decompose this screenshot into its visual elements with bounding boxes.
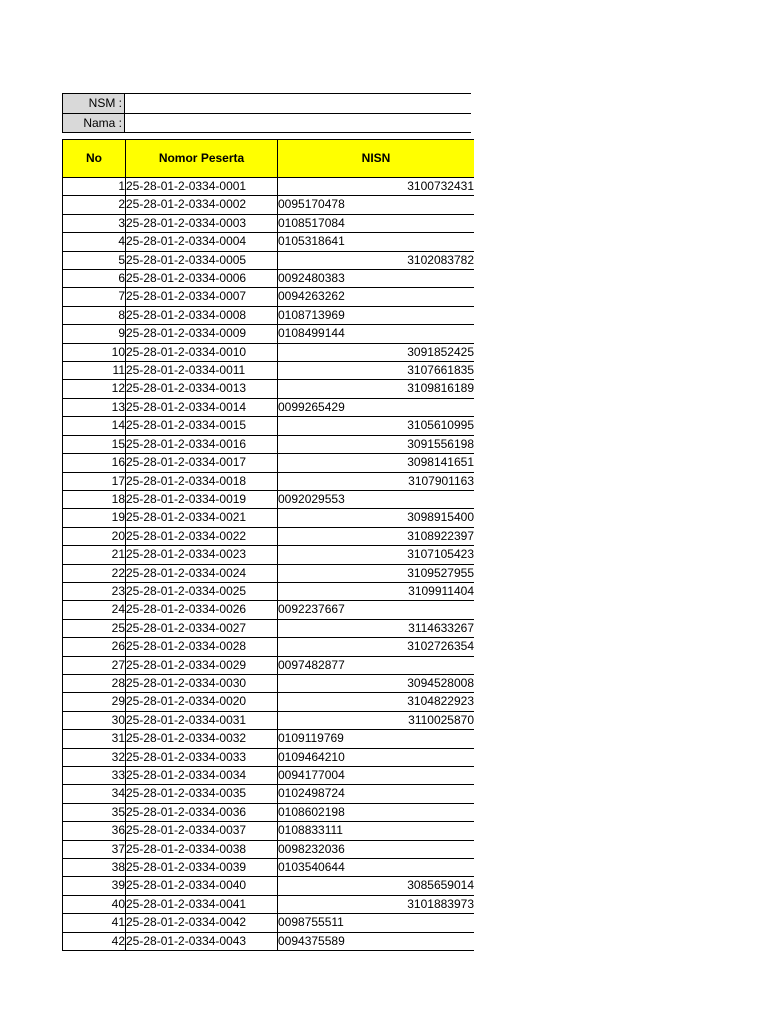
cell-nisn[interactable]: 0092237667 <box>278 601 475 619</box>
cell-nisn[interactable]: 3107901163 <box>278 472 475 490</box>
cell-nomor-peserta[interactable]: 25-28-01-2-0334-0041 <box>126 895 278 913</box>
nama-value[interactable] <box>125 113 472 133</box>
cell-nomor-peserta[interactable]: 25-28-01-2-0334-0011 <box>126 362 278 380</box>
cell-no[interactable]: 38 <box>63 859 126 877</box>
table-row <box>63 527 475 545</box>
cell-nisn[interactable]: 0108602198 <box>278 803 475 821</box>
cell-no[interactable]: 39 <box>63 877 126 895</box>
cell-nomor-peserta[interactable]: 25-28-01-2-0334-0026 <box>126 601 278 619</box>
cell-no[interactable]: 36 <box>63 822 126 840</box>
cell-no[interactable]: 9 <box>63 325 126 343</box>
cell-nomor-peserta[interactable]: 25-28-01-2-0334-0023 <box>126 546 278 564</box>
cell-nisn[interactable]: 0108833111 <box>278 822 475 840</box>
cell-no[interactable]: 8 <box>63 306 126 324</box>
cell-no[interactable]: 14 <box>63 417 126 435</box>
table-body <box>63 178 475 951</box>
cell-nomor-peserta[interactable]: 25-28-01-2-0334-0005 <box>126 251 278 269</box>
cell-nomor-peserta[interactable]: 25-28-01-2-0334-0030 <box>126 674 278 692</box>
cell-nisn[interactable]: 0099265429 <box>278 398 475 416</box>
nsm-row <box>63 94 472 114</box>
table-row <box>63 343 475 361</box>
cell-no[interactable]: 22 <box>63 564 126 582</box>
cell-nomor-peserta[interactable]: 25-28-01-2-0334-0018 <box>126 472 278 490</box>
cell-nomor-peserta[interactable]: 25-28-01-2-0334-0029 <box>126 656 278 674</box>
cell-nisn[interactable]: 0109119769 <box>278 730 475 748</box>
table-header-row <box>63 140 475 178</box>
table-row <box>63 656 475 674</box>
table-row <box>63 877 475 895</box>
table-row <box>63 803 475 821</box>
table-row <box>63 454 475 472</box>
cell-nomor-peserta[interactable]: 25-28-01-2-0334-0017 <box>126 454 278 472</box>
cell-nomor-peserta[interactable]: 25-28-01-2-0334-0024 <box>126 564 278 582</box>
table-row <box>63 288 475 306</box>
cell-no[interactable]: 18 <box>63 490 126 508</box>
cell-nomor-peserta[interactable]: 25-28-01-2-0334-0031 <box>126 711 278 729</box>
cell-no[interactable]: 27 <box>63 656 126 674</box>
cell-no[interactable]: 35 <box>63 803 126 821</box>
cell-nisn[interactable]: 3105610995 <box>278 417 475 435</box>
cell-nisn[interactable]: 3101883973 <box>278 895 475 913</box>
table-row <box>63 214 475 232</box>
cell-nisn[interactable]: 3100732431 <box>278 178 475 196</box>
cell-no[interactable]: 41 <box>63 914 126 932</box>
cell-nomor-peserta[interactable]: 25-28-01-2-0334-0003 <box>126 214 278 232</box>
cell-nisn[interactable]: 3107105423 <box>278 546 475 564</box>
cell-nisn[interactable]: 0092480383 <box>278 270 475 288</box>
cell-nisn[interactable]: 0108713969 <box>278 306 475 324</box>
table-row <box>63 398 475 416</box>
table-row <box>63 178 475 196</box>
cell-no[interactable]: 20 <box>63 527 126 545</box>
cell-nomor-peserta[interactable]: 25-28-01-2-0334-0019 <box>126 490 278 508</box>
column-header-nisn: NISN <box>278 140 475 178</box>
cell-no[interactable]: 4 <box>63 233 126 251</box>
cell-nisn[interactable]: 0109464210 <box>278 748 475 766</box>
cell-nisn[interactable]: 0092029553 <box>278 490 475 508</box>
column-header-no: No <box>63 140 126 178</box>
cell-no[interactable]: 37 <box>63 840 126 858</box>
cell-no[interactable]: 28 <box>63 674 126 692</box>
cell-nisn[interactable]: 3110025870 <box>278 711 475 729</box>
cell-nomor-peserta[interactable]: 25-28-01-2-0334-0016 <box>126 435 278 453</box>
cell-no[interactable]: 26 <box>63 638 126 656</box>
cell-no[interactable]: 3 <box>63 214 126 232</box>
table-row <box>63 435 475 453</box>
cell-nisn[interactable]: 0098232036 <box>278 840 475 858</box>
cell-no[interactable]: 10 <box>63 343 126 361</box>
cell-nisn[interactable]: 0097482877 <box>278 656 475 674</box>
cell-nisn[interactable]: 3094528008 <box>278 674 475 692</box>
table-row <box>63 380 475 398</box>
cell-nisn[interactable]: 3102083782 <box>278 251 475 269</box>
table-row <box>63 306 475 324</box>
cell-no[interactable]: 29 <box>63 693 126 711</box>
cell-nomor-peserta[interactable]: 25-28-01-2-0334-0010 <box>126 343 278 361</box>
cell-nomor-peserta[interactable]: 25-28-01-2-0334-0032 <box>126 730 278 748</box>
table-row <box>63 490 475 508</box>
cell-nisn[interactable]: 3085659014 <box>278 877 475 895</box>
cell-no[interactable]: 33 <box>63 767 126 785</box>
cell-nomor-peserta[interactable]: 25-28-01-2-0334-0006 <box>126 270 278 288</box>
cell-no[interactable]: 1 <box>63 178 126 196</box>
cell-nomor-peserta[interactable]: 25-28-01-2-0334-0028 <box>126 638 278 656</box>
cell-no[interactable]: 32 <box>63 748 126 766</box>
cell-no[interactable]: 17 <box>63 472 126 490</box>
table-row <box>63 362 475 380</box>
cell-nomor-peserta[interactable]: 25-28-01-2-0334-0020 <box>126 693 278 711</box>
table-row <box>63 932 475 950</box>
cell-nisn[interactable]: 3108922397 <box>278 527 475 545</box>
cell-nomor-peserta[interactable]: 25-28-01-2-0334-0022 <box>126 527 278 545</box>
table-row <box>63 711 475 729</box>
cell-nisn[interactable]: 3104822923 <box>278 693 475 711</box>
table-row <box>63 564 475 582</box>
cell-nomor-peserta[interactable]: 25-28-01-2-0334-0027 <box>126 619 278 637</box>
cell-no[interactable]: 40 <box>63 895 126 913</box>
cell-nisn[interactable]: 3109911404 <box>278 582 475 600</box>
cell-no[interactable]: 21 <box>63 546 126 564</box>
cell-no[interactable]: 24 <box>63 601 126 619</box>
table-row <box>63 822 475 840</box>
cell-no[interactable]: 2 <box>63 196 126 214</box>
cell-no[interactable]: 12 <box>63 380 126 398</box>
cell-nomor-peserta[interactable]: 25-28-01-2-0334-0013 <box>126 380 278 398</box>
cell-nisn[interactable]: 3114633267 <box>278 619 475 637</box>
table-row <box>63 582 475 600</box>
table-row <box>63 914 475 932</box>
cell-nomor-peserta[interactable]: 25-28-01-2-0334-0009 <box>126 325 278 343</box>
cell-nisn[interactable]: 3107661835 <box>278 362 475 380</box>
table-row <box>63 509 475 527</box>
cell-nomor-peserta[interactable]: 25-28-01-2-0334-0021 <box>126 509 278 527</box>
table-row <box>63 472 475 490</box>
cell-nisn[interactable]: 0102498724 <box>278 785 475 803</box>
cell-nisn[interactable]: 0103540644 <box>278 859 475 877</box>
cell-nisn[interactable]: 0094263262 <box>278 288 475 306</box>
table-row <box>63 748 475 766</box>
table-row <box>63 638 475 656</box>
cell-nisn[interactable]: 0094177004 <box>278 767 475 785</box>
table-row <box>63 859 475 877</box>
cell-nisn[interactable]: 0098755511 <box>278 914 475 932</box>
table-row <box>63 196 475 214</box>
table-row <box>63 601 475 619</box>
cell-no[interactable]: 30 <box>63 711 126 729</box>
cell-nomor-peserta[interactable]: 25-28-01-2-0334-0037 <box>126 822 278 840</box>
cell-no[interactable]: 15 <box>63 435 126 453</box>
nsm-label: NSM : <box>63 94 125 114</box>
cell-nomor-peserta[interactable]: 25-28-01-2-0334-0036 <box>126 803 278 821</box>
cell-nomor-peserta[interactable]: 25-28-01-2-0334-0035 <box>126 785 278 803</box>
nama-label: Nama : <box>63 113 125 133</box>
cell-no[interactable]: 34 <box>63 785 126 803</box>
cell-nisn[interactable]: 0095170478 <box>278 196 475 214</box>
cell-nomor-peserta[interactable]: 25-28-01-2-0334-0043 <box>126 932 278 950</box>
cell-nisn[interactable]: 0105318641 <box>278 233 475 251</box>
cell-nisn[interactable]: 3098915400 <box>278 509 475 527</box>
table-row <box>63 693 475 711</box>
table-row <box>63 546 475 564</box>
cell-no[interactable]: 42 <box>63 932 126 950</box>
cell-nisn[interactable]: 3109527955 <box>278 564 475 582</box>
cell-nomor-peserta[interactable]: 25-28-01-2-0334-0008 <box>126 306 278 324</box>
cell-nomor-peserta[interactable]: 25-28-01-2-0334-0004 <box>126 233 278 251</box>
cell-nisn[interactable]: 3102726354 <box>278 638 475 656</box>
cell-no[interactable]: 5 <box>63 251 126 269</box>
cell-nomor-peserta[interactable]: 25-28-01-2-0334-0042 <box>126 914 278 932</box>
table-row <box>63 895 475 913</box>
table-row <box>63 674 475 692</box>
cell-no[interactable]: 6 <box>63 270 126 288</box>
table-row <box>63 233 475 251</box>
cell-nomor-peserta[interactable]: 25-28-01-2-0334-0001 <box>126 178 278 196</box>
table-row <box>63 270 475 288</box>
table-row <box>63 251 475 269</box>
table-row <box>63 417 475 435</box>
cell-no[interactable]: 25 <box>63 619 126 637</box>
header-info-table <box>62 93 471 133</box>
cell-nomor-peserta[interactable]: 25-28-01-2-0334-0039 <box>126 859 278 877</box>
cell-nisn[interactable]: 3109816189 <box>278 380 475 398</box>
table-row <box>63 619 475 637</box>
cell-nomor-peserta[interactable]: 25-28-01-2-0334-0015 <box>126 417 278 435</box>
cell-nisn[interactable]: 3091556198 <box>278 435 475 453</box>
table-row <box>63 730 475 748</box>
cell-no[interactable]: 23 <box>63 582 126 600</box>
cell-nisn[interactable]: 0108499144 <box>278 325 475 343</box>
cell-no[interactable]: 13 <box>63 398 126 416</box>
cell-nisn[interactable]: 0108517084 <box>278 214 475 232</box>
cell-nisn[interactable]: 0094375589 <box>278 932 475 950</box>
table-row <box>63 785 475 803</box>
cell-nomor-peserta[interactable]: 25-28-01-2-0334-0025 <box>126 582 278 600</box>
cell-nisn[interactable]: 3091852425 <box>278 343 475 361</box>
nama-row <box>63 113 472 133</box>
cell-no[interactable]: 19 <box>63 509 126 527</box>
table-row <box>63 325 475 343</box>
column-header-nomor-peserta: Nomor Peserta <box>126 140 278 178</box>
nsm-value[interactable] <box>125 94 472 114</box>
cell-nisn[interactable]: 3098141651 <box>278 454 475 472</box>
cell-no[interactable]: 31 <box>63 730 126 748</box>
participants-table <box>62 139 474 951</box>
cell-nomor-peserta[interactable]: 25-28-01-2-0334-0034 <box>126 767 278 785</box>
cell-nomor-peserta[interactable]: 25-28-01-2-0334-0040 <box>126 877 278 895</box>
cell-no[interactable]: 7 <box>63 288 126 306</box>
table-row <box>63 767 475 785</box>
table-row <box>63 840 475 858</box>
cell-nomor-peserta[interactable]: 25-28-01-2-0334-0007 <box>126 288 278 306</box>
cell-nomor-peserta[interactable]: 25-28-01-2-0334-0038 <box>126 840 278 858</box>
cell-nomor-peserta[interactable]: 25-28-01-2-0334-0033 <box>126 748 278 766</box>
cell-nomor-peserta[interactable]: 25-28-01-2-0334-0002 <box>126 196 278 214</box>
cell-nomor-peserta[interactable]: 25-28-01-2-0334-0014 <box>126 398 278 416</box>
cell-no[interactable]: 11 <box>63 362 126 380</box>
cell-no[interactable]: 16 <box>63 454 126 472</box>
